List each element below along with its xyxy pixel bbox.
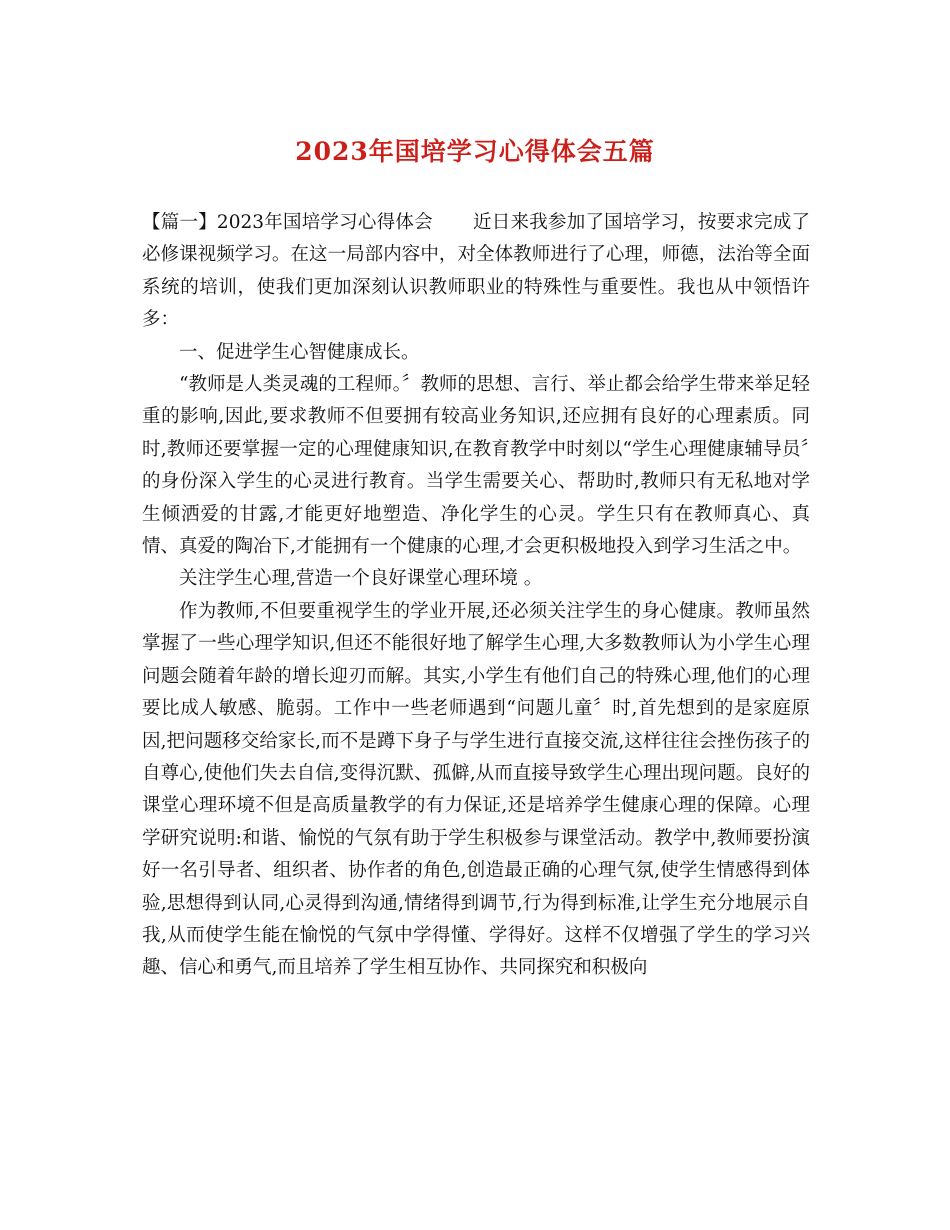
- section-heading: 【篇一】2023年国培学习心得体会: [142, 212, 433, 233]
- subheading-1: 一、促进学生心智健康成长。: [179, 341, 420, 363]
- document-title: 2023年国培学习心得体会五篇: [295, 137, 655, 166]
- body-paragraph-1: “教师是人类灵魂的工程师。〞教师的思想、言行、举止都会给学生带来举足轻重的影响,因此,要求教师不但要拥有较高业务知识,还应拥有良好的心理素质。同时,教师还要掌握一定的心理健康知识,在教育教学中时刻以“学生心理健康辅导员〞的身份深入学生的心灵进行教育。当学生需要关心、帮助时,教师只有无私地对学生倾洒爱的甘露,才能更好地塑造、净化学生的心灵。学生只有在教师真心、真情、真爱的陶冶下,才能拥有一个健康的心理,才会更积极地投入到学习生活之中。: [142, 374, 810, 558]
- body-paragraph-2: 作为教师,不但要重视学生的学业开展,还必须关注学生的身心健康。教师虽然掌握了一些心理学知识,但还不能很好地了解学生心理,大多数教师认为小学生心理问题会随着年龄的增长迎刃而解。其实,小学生有他们自己的特殊心理,他们的心理要比成人敏感、脆弱。工作中一些老师遇到“问题儿童〞时,首先想到的是家庭原因,把问题移交给家长,而不是蹲下身子与学生进行直接交流,这样往往会挫伤孩子的自尊心,使他们失去自信,变得沉默、孤僻,从而直接导致学生心理出现问题。良好的课堂心理环境不但是高质量教学的有力保证,还是培养学生健康心理的保障。心理学研究说明:和谐、愉悦的气氛有助于学生积极参与课堂活动。教学中,教师要扮演好一名引导者、组织者、协作者的角色,创造最正确的心理气氛,使学生情感得到体验,思想得到认同,心灵得到沟通,情绪得到调节,行为得到标准,让学生充分地展示自我,从而使学生能在愉悦的气氛中学得懂、学得好。这样不仅增强了学生的学习兴趣、信心和勇气,而且培养了学生相互协作、共同探究和积极向: [142, 600, 810, 979]
- document-body: [142, 207, 810, 985]
- intro-paragraph: [142, 207, 810, 337]
- intro-text: 近日来我参加了国培学习，按要求完成了必修课视频学习。在这一局部内容中，对全体教师进行了心理，师德，法治等全面系统的培训，使我们更加深刻认识教师职业的特殊性与重要性。我也从中领悟许多：: [142, 212, 810, 331]
- subheading-2: 关注学生心理,营造一个良好课堂心理环境 。: [179, 568, 543, 590]
